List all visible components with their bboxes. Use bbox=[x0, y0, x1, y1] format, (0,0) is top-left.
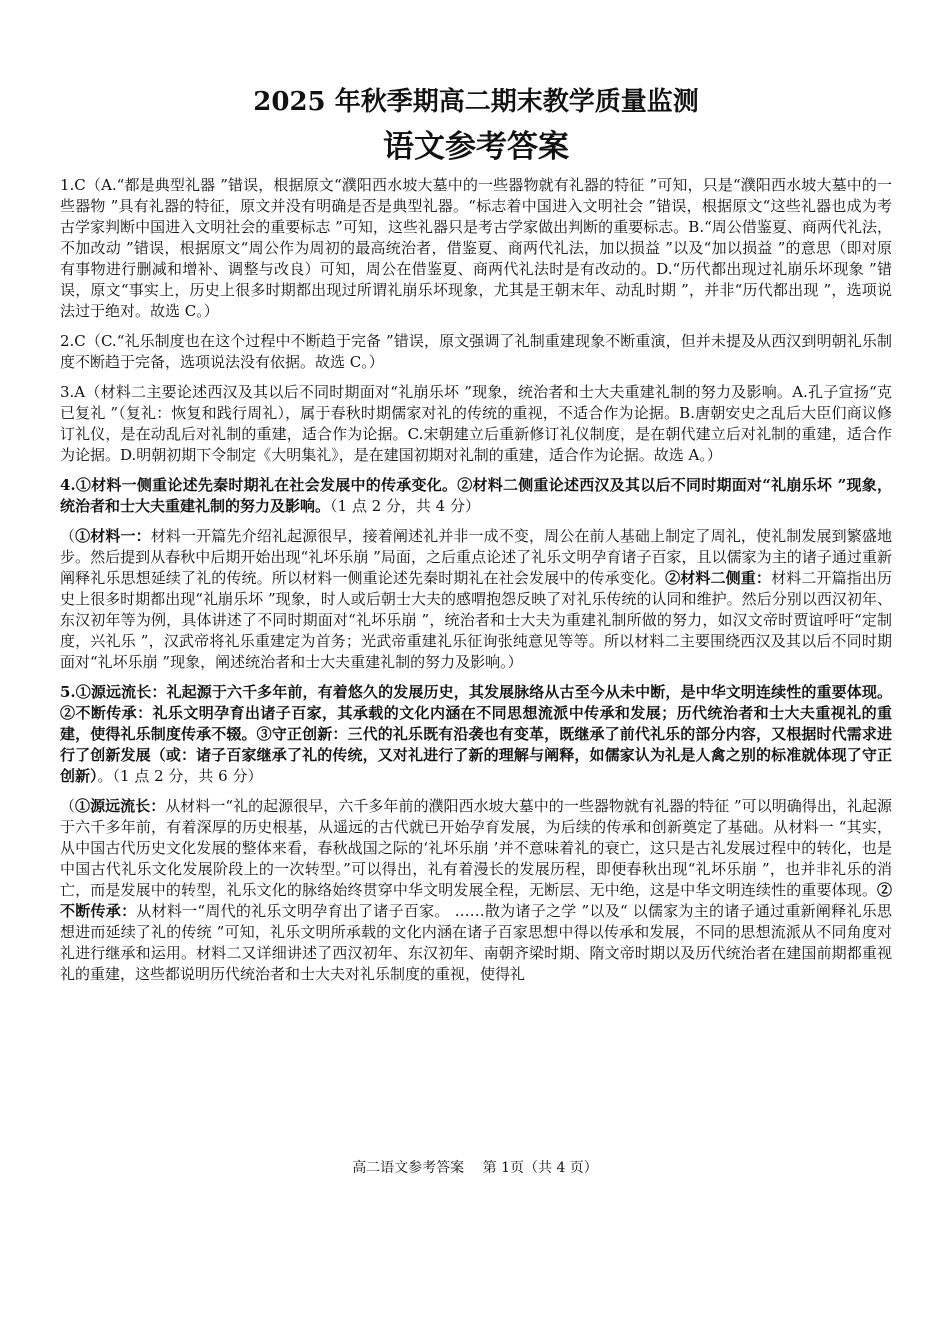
explanation-q4-text2: 材料二开篇指出历史上很多时期都出现“礼崩乐坏 ”现象，时人或后朝士大夫的感喟抱怨反映了对礼乐传统的认同和维护。然后分别以西汉初年、东汉初年等为例，具体讲述了不同时期面对“礼坏乐崩 ”，统治者和士大夫为重建礼制所做的努力，如汉文帝时贾谊呼吁“定制度，兴礼乐 ”，汉武帝将礼乐重建定为首务；光武帝重建礼乐征询张纯意见等等。所以材料二主要围绕西汉及其以后不同时期面对“礼坏乐崩 ”现象，阐述统治者和士大夫重建礼制的努力及影响。） bbox=[60, 569, 892, 671]
page-footer: 高二语文参考答案 第 1页（共 4 页） bbox=[352, 1160, 598, 1176]
answer-q3: 3.A（材料二主要论述西汉及其以后不同时期面对“礼崩乐坏 ”现象，统治者和士大夫重建礼制的努力及影响。A.孔子宣扬“克已复礼 ”（复礼：恢复和践行周礼），属于春秋时期儒家对礼的传统的重视，不适合作为论据。B.唐朝安史之乱后大臣们商议修订礼仪，是在动乱后对礼制的重建，适合作为论据。C.宋朝建立后重新修订礼仪制度，是在朝代建立后对礼制的重建，适合作为论据。D.明朝初期下令制定《大明集礼》，是在建国初期对礼制的重建，适合作为论据。故选 A。） bbox=[60, 383, 892, 464]
explanation-q5 bbox=[60, 796, 892, 985]
explanation-q5-open: （ bbox=[60, 797, 76, 815]
answer-document bbox=[60, 85, 892, 994]
explanation-q4 bbox=[60, 526, 892, 673]
answer-q5-main: 5.①源远流长：礼起源于六千多年前，有着悠久的发展历史，其发展脉络从古至今从未中断，是中华文明连续性的重要体现。②不断传承：礼乐文明孕育出诸子百家，其承载的文化内涵在不同思想流派中传承和发展；历代统治者和士大夫重视礼的重建，使得礼乐制度传承不辍。③守正创新：三代的礼乐既有沿袭也有变革，既继承了前代礼乐的部分内容，又根据时代需求进行了创新发展（或：诸子百家继承了礼的传统，又对礼进行了新的理解与阐释，如儒家认为礼是人禽之别的标准就体现了守正创新） bbox=[60, 683, 892, 785]
answer-q4 bbox=[60, 475, 892, 517]
explanation-q5-key2: ②不断传承： bbox=[60, 881, 892, 920]
answer-q4-main: 4.①材料一侧重论述先秦时期礼在社会发展中的传承变化。②材料二侧重论述西汉及其以后不同时期面对“礼崩乐坏 ”现象，统治者和士大夫重建礼制的努力及影响。 bbox=[60, 476, 892, 515]
explanation-q4-key2: ②材料二侧重： bbox=[665, 569, 772, 587]
answer-q4-score: （1 点 2 分，共 4 分） bbox=[330, 497, 480, 515]
answer-q5-score: 。（1 点 2 分，共 6 分） bbox=[97, 767, 263, 785]
answer-key-title: 语文参考答案 bbox=[383, 129, 569, 165]
explanation-q4-key1: ①材料一： bbox=[75, 527, 151, 545]
exam-title: 2025 年秋季期高二期末教学质量监测 bbox=[253, 87, 699, 117]
explanation-q4-open: （ bbox=[60, 527, 76, 545]
answer-q1: 1.C（A.“都是典型礼器 ”错误，根据原文“濮阳西水坡大墓中的一些器物就有礼器的特征 ”可知，只是“濮阳西水坡大墓中的一些器物 ”具有礼器的特征，原文并没有明确是否是典型礼器。“标志着中国进入文明社会 ”错误，根据原文“这些礼器也成为考古学家判断中国进入文明社会的重要标志 ”可知，这些礼器只是考古学家做出判断的重要标志。B.“周公借鉴夏、商两代礼法，不加改动 ”错误，根据原文“周公作为周初的最高统治者，借鉴夏、商两代礼法，加以损益 ”以及“加以损益 ”的意思（即对原有事物进行删减和增补、调整与改良）可知，周公在借鉴夏、商两代礼法时是有改动的。D.“历代都出现过礼崩乐坏现象 ”错误，原文“事实上，历史上很多时期都出现过所谓礼崩乐坏现象，尤其是王朝末年、动乱时期 ”，并非“历代都出现 ”，选项说法过于绝对。故选 C。） bbox=[60, 176, 892, 320]
explanation-q5-text2: 从材料一“周代的礼乐文明孕育出了诸子百家。 ……散为诸子之学 ”以及“ 以儒家为主的诸子通过重新阐释礼乐思想进而延续了礼的传统 ”可知，礼乐文明所承载的文化内涵在诸子百家思想中得以传承和发展，不同的思想流派从不同角度对礼进行继承和运用。材料二又详细讲述了西汉初年、东汉初年、南朝齐梁时期、隋文帝时期以及历代统治者在建国前期都重视礼的重建，这些都说明历代统治者和士大夫对礼乐制度的重视，使得礼 bbox=[60, 902, 892, 983]
answer-q5 bbox=[60, 682, 892, 787]
answer-q2: 2.C（C.“礼乐制度也在这个过程中不断趋于完备 ”错误，原文强调了礼制重建现象不断重演，但并未提及从西汉到明朝礼乐制度不断趋于完备，选项说法没有依据。故选 C。） bbox=[60, 332, 892, 371]
explanation-q4-text1: 材料一开篇先介绍礼起源很早，接着阐述礼并非一成不变，周公在前人基础上制定了周礼，使礼制发展到繁盛地步。然后提到从春秋中后期开始出现“礼坏乐崩 ”局面，之后重点论述了礼乐文明孕育诸子百家，且以儒家为主的诸子通过重新阐释礼乐思想延续了礼的传统。所以材料一侧重论述先秦时期礼在社会发展中的传承变化。 bbox=[60, 527, 892, 587]
explanation-q5-text1: 从材料一“礼的起源很早，六千多年前的濮阳西水坡大墓中的一些器物就有礼器的特征 ”可以明确得出，礼起源于六千多年前，有着深厚的历史根基，从遥远的古代就已开始孕育发展，为后续的传承和创新奠定了基础。从材料一 “其实，从中国古代历史文化发展的整体来看，春秋战国之际的‘礼坏乐崩 ’并不意味着礼的衰亡，这只是古礼发展过程中的转化，也是中国古代礼乐文化发展阶段上的一次转型。”可以得出，礼有着漫长的发展历程，即便春秋出现“礼坏乐崩 ”，也并非礼乐的消亡，而是发展中的转型，礼乐文化的脉络始终贯穿中华文明发展全程，无断层、无中绝，这是中华文明连续性的重要体现。 bbox=[60, 797, 892, 899]
explanation-q5-key1: ①源远流长： bbox=[75, 797, 166, 815]
